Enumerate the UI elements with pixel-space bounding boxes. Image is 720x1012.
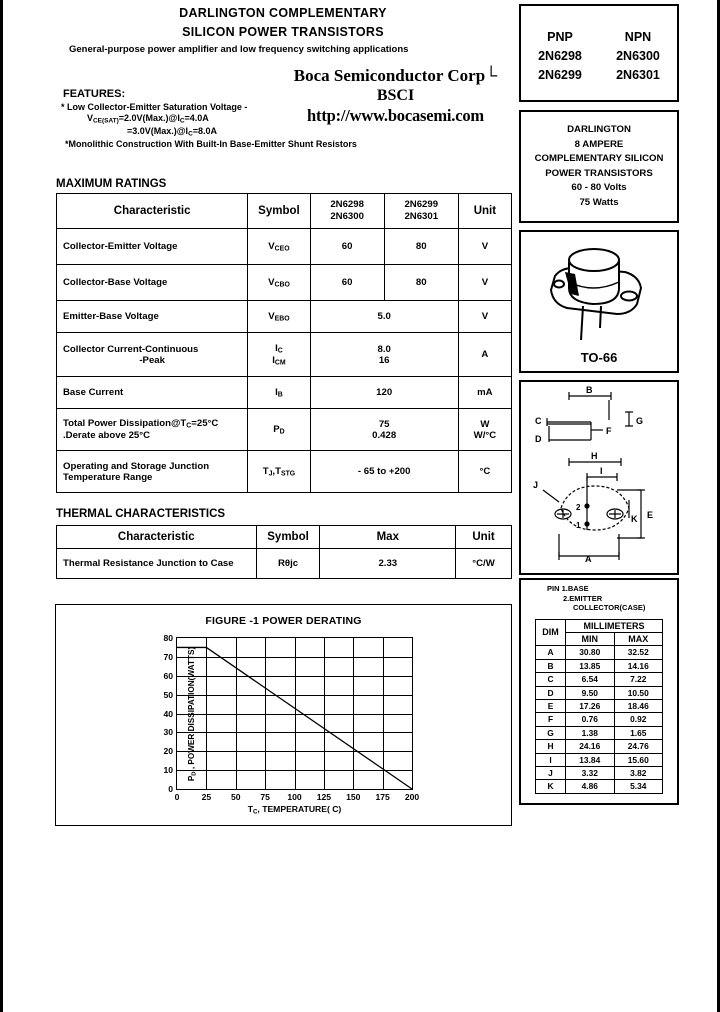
row-characteristic-sub: C bbox=[186, 422, 192, 430]
row-symbol bbox=[248, 301, 310, 333]
chart-y-tick-label: 0 bbox=[168, 784, 173, 794]
dim-letter: G bbox=[536, 726, 566, 739]
outline-letter-D: D bbox=[535, 434, 542, 444]
symbol-base-2: I bbox=[272, 354, 275, 366]
npn-part-0: 2N6300 bbox=[616, 49, 660, 63]
table-row bbox=[536, 686, 663, 699]
header-group-2-line2: 2N6301 bbox=[404, 211, 439, 222]
row-characteristic: Collector-Emitter Voltage bbox=[57, 229, 248, 265]
dim-letter: C bbox=[536, 673, 566, 686]
dim-max: 1.65 bbox=[614, 726, 663, 739]
row-characteristic bbox=[57, 451, 248, 493]
chart-y-axis-label bbox=[187, 646, 197, 780]
symbol-sub-2: STG bbox=[280, 470, 296, 478]
vcesat-value-2: =3.0V(Max.)@I bbox=[127, 126, 189, 136]
ic-subscript-2: C bbox=[188, 130, 193, 138]
row-value-line2: 16 bbox=[378, 354, 390, 366]
derating-curve bbox=[177, 638, 412, 789]
chart-x-tick-label: 75 bbox=[260, 792, 270, 802]
vcesat-symbol: V bbox=[87, 113, 94, 123]
row-characteristic-line1: Total Power Dissipation@T bbox=[63, 418, 187, 430]
row-symbol bbox=[248, 409, 310, 451]
header-unit: Unit bbox=[456, 526, 512, 549]
table-row bbox=[536, 673, 663, 686]
desc-line-1: 8 AMPERE bbox=[574, 138, 624, 150]
dim-header-min: MIN bbox=[566, 632, 615, 645]
row-characteristic: Thermal Resistance Junction to Case bbox=[57, 549, 257, 579]
x-label-text: , TEMPERATURE( C) bbox=[257, 804, 342, 814]
company-abbrev: BSCI bbox=[376, 87, 415, 104]
page-title-line2: SILICON POWER TRANSISTORS bbox=[182, 25, 384, 39]
ic-subscript: C bbox=[179, 117, 185, 125]
row-characteristic bbox=[57, 333, 248, 377]
dim-min: 24.16 bbox=[566, 740, 615, 753]
company-block bbox=[283, 66, 508, 126]
header-group-1 bbox=[310, 194, 384, 229]
dim-letter: F bbox=[536, 713, 566, 726]
row-characteristic: Base Current bbox=[57, 377, 248, 409]
row-characteristic-line1: Operating and Storage Junction bbox=[63, 460, 210, 472]
desc-line-0: DARLINGTON bbox=[567, 124, 631, 135]
chart-x-axis-label bbox=[248, 804, 342, 816]
package-photo-box bbox=[519, 230, 679, 373]
row-unit bbox=[458, 409, 511, 451]
npn-label: NPN bbox=[624, 30, 652, 44]
table-row bbox=[536, 713, 663, 726]
y-label-subscript: D bbox=[191, 770, 198, 776]
chart-y-tick-label: 20 bbox=[163, 746, 173, 757]
table-row bbox=[536, 726, 663, 739]
outline-letter-K: K bbox=[631, 514, 638, 524]
company-name: Boca Semiconductor Corp└ bbox=[293, 66, 498, 85]
outline-letter-A: A bbox=[585, 554, 592, 564]
symbol-sub: J bbox=[268, 470, 273, 478]
row-unit: A bbox=[458, 333, 511, 377]
chart-x-tick-label: 200 bbox=[404, 792, 420, 802]
dim-max: 7.22 bbox=[614, 673, 663, 686]
outline-letter-J: J bbox=[533, 480, 539, 490]
company-url[interactable]: http://www.bocasemi.com bbox=[307, 106, 484, 125]
row-unit: V bbox=[458, 229, 511, 265]
desc-line-4: 60 - 80 Volts bbox=[571, 182, 627, 193]
symbol-base: T bbox=[262, 465, 269, 477]
y-label-text: , POWER DISSIPATION(WATTS) bbox=[186, 646, 196, 771]
dim-max: 14.16 bbox=[614, 659, 663, 672]
row-value-group2: 80 bbox=[384, 229, 458, 265]
symbol-sub: CEO bbox=[274, 245, 290, 253]
y-label-symbol: P bbox=[186, 775, 196, 781]
dim-max: 15.60 bbox=[614, 753, 663, 766]
maximum-ratings-table bbox=[56, 193, 512, 493]
row-characteristic: Emitter-Base Voltage bbox=[57, 301, 248, 333]
desc-line-2: COMPLEMENTARY SILICON bbox=[534, 153, 664, 164]
dimensions-table bbox=[535, 619, 663, 794]
dim-header-millimeters: MILLIMETERS bbox=[566, 619, 663, 632]
row-value-span: - 65 to +200 bbox=[310, 451, 458, 493]
vcesat-value: =2.0V(Max.)@I bbox=[118, 113, 180, 123]
ic-value-2: =8.0A bbox=[192, 126, 218, 136]
symbol-base: I bbox=[275, 386, 278, 398]
pin-legend-line-3: COLLECTOR(CASE) bbox=[573, 603, 646, 612]
outline-letter-B: B bbox=[586, 385, 593, 395]
row-value-span bbox=[310, 333, 458, 377]
chart-y-tick-label: 50 bbox=[163, 689, 173, 700]
table-row bbox=[57, 229, 512, 265]
table-header-row bbox=[57, 194, 512, 229]
dim-max: 18.46 bbox=[614, 699, 663, 712]
dim-min: 30.80 bbox=[566, 646, 615, 659]
page-subtitle: General-purpose power amplifier and low frequency switching applications bbox=[69, 44, 409, 55]
outline-letter-G: G bbox=[636, 416, 644, 426]
chart-x-tick-label: 175 bbox=[375, 792, 390, 802]
package-outline-box bbox=[519, 380, 679, 575]
table-row bbox=[536, 699, 663, 712]
feature-item-2: *Monolithic Construction With Built-In Base-Emitter Shunt Resistors bbox=[65, 139, 357, 149]
pin-legend-line-1: PIN 1.BASE bbox=[547, 584, 589, 593]
dim-max: 3.82 bbox=[614, 766, 663, 779]
dim-max: 5.34 bbox=[614, 780, 663, 793]
table-row bbox=[536, 740, 663, 753]
row-unit: V bbox=[458, 265, 511, 301]
dim-letter: E bbox=[536, 699, 566, 712]
row-characteristic-line1: Collector Current-Continuous bbox=[63, 343, 199, 355]
outline-letter-I: I bbox=[600, 466, 603, 476]
dim-letter: H bbox=[536, 740, 566, 753]
header-symbol: Symbol bbox=[256, 526, 320, 549]
header-symbol: Symbol bbox=[248, 194, 310, 229]
header-characteristic: Characteristic bbox=[57, 526, 257, 549]
thermal-characteristics-table bbox=[56, 525, 512, 579]
table-row bbox=[57, 301, 512, 333]
chart-plot-area bbox=[163, 633, 420, 816]
header-group-1-line2: 2N6300 bbox=[330, 211, 364, 222]
pin-legend-and-dimensions-box bbox=[519, 578, 679, 805]
chart-x-tick-label: 150 bbox=[346, 792, 361, 802]
row-symbol bbox=[248, 265, 310, 301]
row-symbol bbox=[248, 377, 310, 409]
symbol-sub: C bbox=[277, 347, 283, 355]
symbol-base-2: T bbox=[275, 465, 281, 477]
row-value-group2: 80 bbox=[384, 265, 458, 301]
dim-letter: B bbox=[536, 659, 566, 672]
table-row bbox=[57, 451, 512, 493]
page-title-line1: DARLINGTON COMPLEMENTARY bbox=[179, 6, 387, 20]
chart-y-tick-label: 40 bbox=[163, 708, 173, 719]
outline-pin-2: 2 bbox=[576, 503, 581, 512]
symbol-sub: EBO bbox=[274, 315, 290, 323]
feature-item-1b bbox=[127, 126, 217, 138]
table-row bbox=[57, 333, 512, 377]
outline-letter-H: H bbox=[591, 451, 598, 461]
dim-max: 0.92 bbox=[614, 713, 663, 726]
features-label: FEATURES: bbox=[63, 88, 126, 100]
row-value-span: 5.0 bbox=[310, 301, 458, 333]
x-label-symbol: T bbox=[247, 804, 253, 814]
row-unit: mA bbox=[458, 377, 511, 409]
table-row bbox=[536, 659, 663, 672]
header-unit: Unit bbox=[458, 194, 511, 229]
dim-min: 0.76 bbox=[566, 713, 615, 726]
row-characteristic-rest: =25°C bbox=[191, 418, 219, 430]
chart-x-tick-label: 100 bbox=[287, 792, 302, 802]
row-value-group1: 60 bbox=[310, 229, 384, 265]
outline-pin-1: 1 bbox=[576, 521, 581, 530]
row-unit: °C bbox=[458, 451, 511, 493]
dim-max: 24.76 bbox=[614, 740, 663, 753]
dim-letter: J bbox=[536, 766, 566, 779]
dim-min: 4.86 bbox=[566, 780, 615, 793]
row-max-value: 2.33 bbox=[320, 549, 456, 579]
symbol-base: P bbox=[273, 423, 280, 435]
row-characteristic bbox=[57, 409, 248, 451]
dim-min: 17.26 bbox=[566, 699, 615, 712]
dim-max: 10.50 bbox=[614, 686, 663, 699]
row-unit: V bbox=[458, 301, 511, 333]
symbol-base: V bbox=[268, 310, 275, 322]
chart-y-tick-label: 10 bbox=[163, 765, 173, 776]
chart-x-tick-label: 0 bbox=[174, 792, 180, 802]
dim-letter: I bbox=[536, 753, 566, 766]
pin-legend bbox=[521, 580, 677, 613]
symbol-sub: D bbox=[279, 428, 285, 436]
dim-header-dim: DIM bbox=[536, 619, 566, 646]
table-row bbox=[536, 753, 663, 766]
dim-max: 32.52 bbox=[614, 646, 663, 659]
row-symbol bbox=[248, 229, 310, 265]
row-characteristic-line2: .Derate above 25°C bbox=[63, 429, 151, 441]
dim-header-max: MAX bbox=[614, 632, 663, 645]
section-title-maximum-ratings: MAXIMUM RATINGS bbox=[56, 178, 167, 190]
vcesat-subscript: CE(SAT) bbox=[93, 117, 119, 125]
header-group-2-line1: 2N6299 bbox=[404, 199, 439, 210]
dim-min: 13.85 bbox=[566, 659, 615, 672]
symbol-separator: , bbox=[272, 465, 276, 477]
pnp-label: PNP bbox=[547, 30, 573, 44]
row-value-span bbox=[310, 409, 458, 451]
dim-min: 13.84 bbox=[566, 753, 615, 766]
package-label: TO-66 bbox=[580, 350, 618, 365]
dim-letter: D bbox=[536, 686, 566, 699]
dim-letter: A bbox=[536, 646, 566, 659]
chart-x-tick-label: 25 bbox=[201, 792, 212, 802]
feature-item-1: * Low Collector-Emitter Saturation Voltage - bbox=[61, 102, 248, 112]
package-outline-drawing-icon bbox=[521, 382, 677, 573]
row-characteristic-line2: -Peak bbox=[139, 354, 165, 366]
chart-y-tick-label: 60 bbox=[163, 670, 173, 681]
symbol-sub-2: CM bbox=[274, 359, 286, 367]
section-title-thermal-characteristics: THERMAL CHARACTERISTICS bbox=[56, 508, 226, 520]
row-value-line2: 0.428 bbox=[372, 429, 397, 441]
outline-letter-F: F bbox=[606, 426, 612, 436]
table-row bbox=[57, 549, 512, 579]
table-row bbox=[57, 265, 512, 301]
power-derating-chart-panel bbox=[55, 604, 512, 826]
dim-letter: K bbox=[536, 780, 566, 793]
row-value-span: 120 bbox=[310, 377, 458, 409]
table-row bbox=[57, 377, 512, 409]
header-group-1-line1: 2N6298 bbox=[330, 199, 364, 210]
pin-legend-line-2: 2.EMITTER bbox=[563, 593, 603, 603]
desc-line-3: POWER TRANSISTORS bbox=[545, 167, 653, 179]
symbol-base: I bbox=[275, 342, 278, 354]
dim-min: 1.38 bbox=[566, 726, 615, 739]
chart-y-tick-label: 30 bbox=[163, 727, 173, 738]
header-group-2 bbox=[384, 194, 458, 229]
row-value-line1: 75 bbox=[378, 418, 390, 430]
symbol-base: V bbox=[268, 240, 275, 252]
to66-package-icon bbox=[521, 232, 677, 348]
part-number-box bbox=[519, 4, 679, 102]
outline-letter-C: C bbox=[535, 416, 542, 426]
row-symbol: Rθjc bbox=[256, 549, 320, 579]
chart-y-tick-label: 70 bbox=[163, 651, 173, 662]
ic-value: =4.0A bbox=[184, 113, 209, 123]
symbol-sub: B bbox=[277, 391, 283, 399]
table-row bbox=[57, 409, 512, 451]
chart-x-tick-label: 50 bbox=[230, 792, 241, 802]
row-symbol bbox=[248, 451, 310, 493]
chart-y-tick-label: 80 bbox=[163, 633, 173, 643]
row-value-group1: 60 bbox=[310, 265, 384, 301]
header-max: Max bbox=[320, 526, 456, 549]
chart-x-tick-label: 125 bbox=[316, 792, 332, 802]
row-symbol bbox=[248, 333, 310, 377]
row-value-line1: 8.0 bbox=[377, 343, 391, 355]
symbol-sub: CBO bbox=[274, 281, 290, 289]
feature-item-1a bbox=[87, 113, 209, 125]
table-row bbox=[536, 780, 663, 793]
row-characteristic-line2: Temperature Range bbox=[63, 471, 153, 483]
desc-line-5: 75 Watts bbox=[579, 196, 619, 208]
outline-letter-E: E bbox=[647, 510, 654, 520]
description-box bbox=[519, 110, 679, 223]
dim-min: 6.54 bbox=[566, 673, 615, 686]
table-row bbox=[536, 646, 663, 659]
npn-part-1: 2N6301 bbox=[616, 68, 660, 82]
row-unit-line1: W bbox=[480, 418, 490, 430]
dim-min: 9.50 bbox=[566, 686, 615, 699]
row-unit-line2: W/°C bbox=[473, 429, 497, 441]
table-row bbox=[536, 766, 663, 779]
chart-title: FIGURE -1 POWER DERATING bbox=[205, 615, 362, 627]
symbol-base: V bbox=[268, 276, 275, 288]
table-header-row bbox=[57, 526, 512, 549]
header-characteristic: Characteristic bbox=[57, 194, 248, 229]
pnp-part-0: 2N6298 bbox=[538, 49, 582, 63]
pnp-part-1: 2N6299 bbox=[538, 68, 582, 82]
row-characteristic: Collector-Base Voltage bbox=[57, 265, 248, 301]
dim-min: 3.32 bbox=[566, 766, 615, 779]
x-label-subscript: C bbox=[252, 808, 258, 816]
row-unit: °C/W bbox=[456, 549, 512, 579]
